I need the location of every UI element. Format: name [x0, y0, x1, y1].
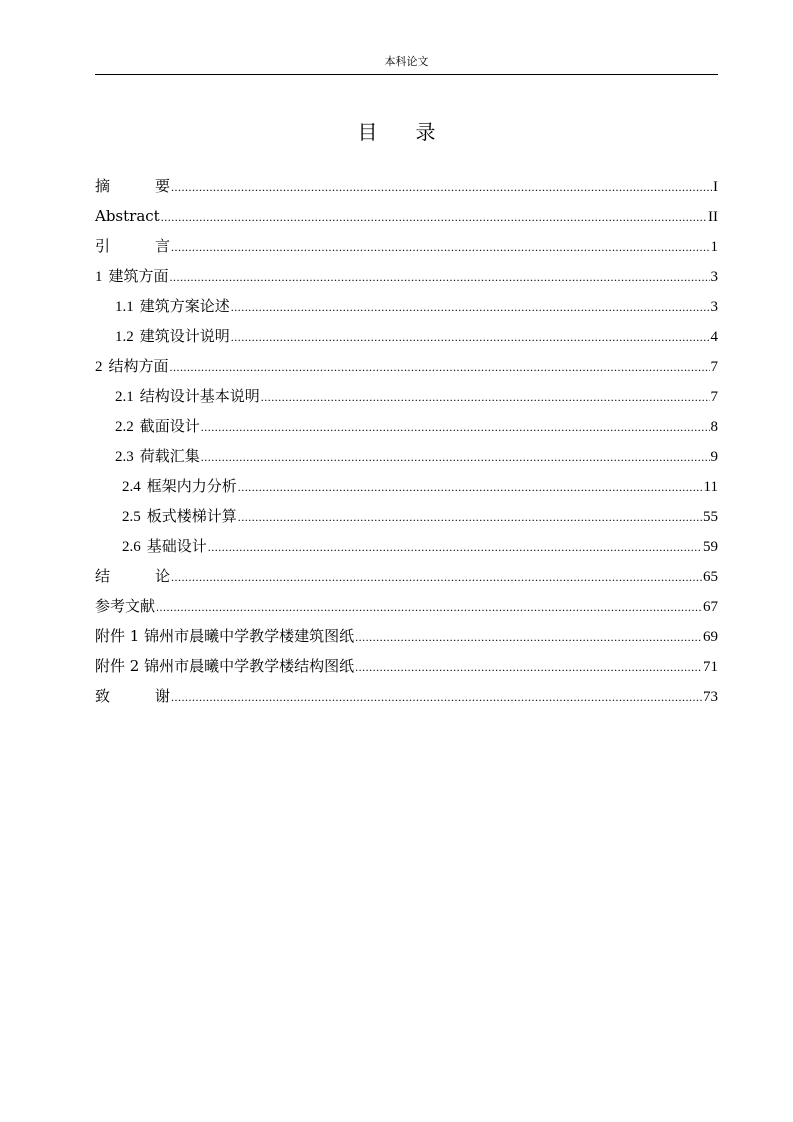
toc-entry[interactable]: [95, 441, 718, 471]
toc-entry[interactable]: [95, 681, 718, 711]
toc-entry[interactable]: [95, 261, 718, 291]
toc-entry-text: 建筑方案论述: [139, 297, 230, 315]
toc-leader-dots: [238, 472, 703, 502]
toc-entry-label: [122, 531, 207, 562]
toc-entry-page: 7: [710, 359, 718, 375]
toc-entry-text: 结构设计基本说明: [139, 387, 260, 405]
toc-entry[interactable]: [95, 201, 718, 231]
toc-title-char-1: 目: [357, 120, 378, 144]
toc-entry-page: 67: [703, 599, 718, 615]
toc-entry-number: 2: [95, 359, 103, 375]
toc-entry-number: 2.6: [122, 539, 141, 555]
toc-entry[interactable]: [95, 651, 718, 681]
toc-entry-text: 建筑方面: [108, 267, 169, 285]
toc-entry-page: 9: [710, 449, 718, 465]
toc-entry-number: 2.3: [115, 449, 134, 465]
toc-entry-label-char: 要: [154, 177, 170, 195]
toc-entry-page: 11: [703, 479, 718, 495]
toc-entry-number: 2.4: [122, 479, 141, 495]
toc-entry-page: 1: [710, 239, 718, 255]
toc-entry-text: 附件 1 锦州市晨曦中学教学楼建筑图纸: [95, 627, 355, 645]
toc-entry-label: [95, 261, 169, 292]
toc-entry-text: 荷载汇集: [139, 447, 200, 465]
toc-entry-number: 2.1: [115, 389, 134, 405]
toc-entry-number: 2.2: [115, 419, 134, 435]
toc-entry-label: [95, 231, 170, 261]
toc-entry-text: Abstract: [95, 207, 160, 225]
toc-entry[interactable]: [95, 171, 718, 201]
toc-entry-page: 8: [710, 419, 718, 435]
toc-entry[interactable]: [95, 561, 718, 591]
toc-entry-label: [95, 171, 170, 201]
toc-entry-number: 2.5: [122, 509, 141, 525]
toc-entry[interactable]: [95, 591, 718, 621]
toc-leader-dots: [355, 622, 702, 652]
toc-leader-dots: [231, 292, 710, 322]
toc-entry[interactable]: [95, 471, 718, 501]
toc-leader-dots: [171, 232, 710, 262]
toc-entry-label: [122, 471, 237, 502]
toc-entry-label: [95, 591, 155, 621]
toc-leader-dots: [161, 202, 707, 232]
toc-entry-page: 4: [710, 329, 718, 345]
toc-title: [0, 120, 793, 144]
toc-leader-dots: [171, 682, 702, 712]
toc-entry-label: [95, 621, 354, 651]
toc-entry-text: 建筑设计说明: [139, 327, 230, 345]
toc-entry-label-char: 论: [154, 567, 170, 585]
toc-entry[interactable]: [95, 501, 718, 531]
toc-leader-dots: [238, 502, 702, 532]
toc-leader-dots: [170, 262, 710, 292]
toc-entry-label: [95, 201, 160, 231]
toc-entry-label: [95, 351, 169, 382]
toc-entry-number: 1.1: [115, 299, 134, 315]
toc-entry-text: 框架内力分析: [146, 477, 237, 495]
toc-title-char-2: 录: [415, 120, 436, 144]
toc-leader-dots: [261, 382, 710, 412]
header-text: 本科论文: [384, 55, 429, 68]
toc-entry-label: [115, 381, 260, 412]
toc-entry-text: 截面设计: [139, 417, 200, 435]
toc-entry-label-char: 致: [95, 687, 111, 705]
toc-entry-page: 69: [703, 629, 718, 645]
toc-entry[interactable]: [95, 351, 718, 381]
toc-entry[interactable]: [95, 321, 718, 351]
toc-entry-text: 板式楼梯计算: [146, 507, 237, 525]
toc-entry[interactable]: [95, 531, 718, 561]
toc-entry-number: 1: [95, 269, 103, 285]
toc-entry-page: II: [708, 209, 718, 225]
toc-entry-label: [122, 501, 237, 532]
toc-entry-page: 73: [703, 689, 718, 705]
toc-entry-label-char: 摘: [95, 177, 111, 195]
toc-entry[interactable]: [95, 381, 718, 411]
toc-entry-page: 65: [703, 569, 718, 585]
toc-entry-label-char: 言: [154, 237, 170, 255]
toc-entry-text: 附件 2 锦州市晨曦中学教学楼结构图纸: [95, 657, 355, 675]
toc-leader-dots: [170, 352, 710, 382]
toc-entry-page: I: [713, 179, 718, 195]
toc-entry[interactable]: [95, 411, 718, 441]
toc-leader-dots: [171, 562, 702, 592]
toc-entry[interactable]: [95, 291, 718, 321]
toc-entry-label-char: 引: [95, 237, 111, 255]
toc-leader-dots: [231, 322, 710, 352]
page-header: [95, 56, 718, 75]
toc-leader-dots: [201, 442, 710, 472]
toc-leader-dots: [156, 592, 702, 622]
toc-entry[interactable]: [95, 621, 718, 651]
toc-entry-text: 参考文献: [95, 597, 156, 615]
toc-entry-number: 1.2: [115, 329, 134, 345]
toc-entry-text: 结构方面: [108, 357, 169, 375]
toc-leader-dots: [171, 172, 712, 202]
toc-entry-page: 55: [703, 509, 718, 525]
toc-entry-page: 59: [703, 539, 718, 555]
toc-entry-label: [95, 651, 354, 681]
toc-entry-label: [95, 681, 170, 711]
toc-entry-label: [95, 561, 170, 591]
toc-entry-label: [115, 291, 230, 322]
toc-entry-page: 71: [703, 659, 718, 675]
table-of-contents: [95, 171, 718, 711]
toc-leader-dots: [208, 532, 702, 562]
toc-entry-text: 基础设计: [146, 537, 207, 555]
toc-entry-label: [115, 441, 200, 472]
toc-entry-label-char: 结: [95, 567, 111, 585]
toc-leader-dots: [355, 652, 702, 682]
toc-leader-dots: [201, 412, 710, 442]
toc-entry[interactable]: [95, 231, 718, 261]
toc-entry-label: [115, 321, 230, 352]
toc-entry-label-char: 谢: [154, 687, 170, 705]
toc-entry-page: 3: [710, 269, 718, 285]
toc-entry-page: 7: [710, 389, 718, 405]
toc-entry-label: [115, 411, 200, 442]
toc-entry-page: 3: [710, 299, 718, 315]
